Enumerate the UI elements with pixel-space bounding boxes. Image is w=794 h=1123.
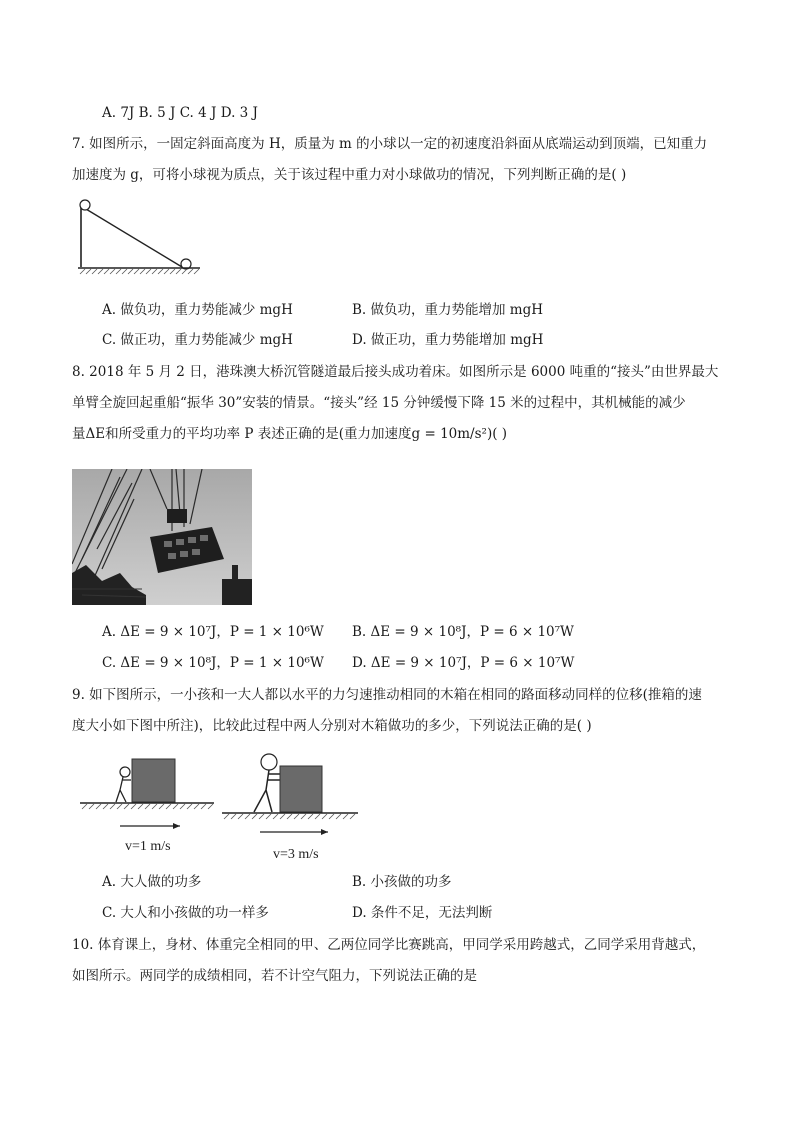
q9-option-b: B. 小孩做的功多 — [352, 874, 452, 890]
q9-option-c: C. 大人和小孩做的功一样多 — [102, 905, 269, 921]
q8-option-b: B. ΔE = 9 × 10⁸J，P = 6 × 10⁷W — [352, 624, 574, 640]
q6-options-line: A. 7J B. 5 J C. 4 J D. 3 J — [102, 105, 258, 121]
adult-figure — [254, 754, 280, 812]
child-figure — [116, 767, 131, 802]
q7-option-a: A. 做负功，重力势能减少 mgH — [102, 302, 293, 318]
crane-photo — [72, 469, 252, 605]
q10-stem-line-2: 如图所示。两同学的成绩相同，若不计空气阻力，下列说法正确的是 — [72, 968, 477, 984]
q8-stem-line-2: 单臂全旋回起重船“振华 30”安装的情景。“接头”经 15 分钟缓慢下降 15 米的过程中，其机械能的减少 — [72, 395, 686, 411]
q9-stem-line-1: 9. 如下图所示，一小孩和一大人都以水平的力匀速推动相同的木箱在相同的路面移动同样的位移(推箱的速 — [72, 687, 702, 703]
q9-option-d: D. 条件不足，无法判断 — [352, 905, 493, 921]
q8-option-a: A. ΔE = 9 × 10⁷J，P = 1 × 10⁶W — [102, 624, 324, 640]
q7-option-c: C. 做正功，重力势能减少 mgH — [102, 332, 293, 348]
incline-figure — [76, 198, 204, 280]
q7-stem-line-1: 7. 如图所示，一固定斜面高度为 H，质量为 m 的小球以一定的初速度沿斜面从底端运动到顶端，已知重力 — [72, 136, 708, 152]
q7-stem-line-2: 加速度为 g，可将小球视为质点，关于该过程中重力对小球做功的情况，下列判断正确的是( ) — [72, 167, 627, 183]
velocity-label-adult: v=3 m/s — [273, 847, 319, 862]
velocity-label-child: v=1 m/s — [125, 839, 171, 854]
q8-stem-line-3: 量ΔE和所受重力的平均功率 P 表述正确的是(重力加速度g = 10m/s²)( ) — [72, 426, 508, 442]
q9-option-a: A. 大人做的功多 — [102, 874, 202, 890]
q8-option-d: D. ΔE = 9 × 10⁷J，P = 6 × 10⁷W — [352, 655, 575, 671]
q8-stem-line-1: 8. 2018 年 5 月 2 日，港珠澳大桥沉管隧道最后接头成功着床。如图所示是 6000 吨重的“接头”由世界最大 — [72, 364, 719, 380]
q8-option-c: C. ΔE = 9 × 10⁸J，P = 1 × 10⁶W — [102, 655, 324, 671]
q9-stem-line-2: 度大小如下图中所注)，比较此过程中两人分别对木箱做功的多少，下列说法正确的是( ) — [72, 718, 592, 734]
q7-option-b: B. 做负功，重力势能增加 mgH — [352, 302, 544, 318]
q10-stem-line-1: 10. 体育课上，身材、体重完全相同的甲、乙两位同学比赛跳高，甲同学采用跨越式，乙同学采用背越式， — [72, 937, 706, 953]
q7-option-d: D. 做正功，重力势能增加 mgH — [352, 332, 544, 348]
push-box-figure — [76, 750, 366, 865]
